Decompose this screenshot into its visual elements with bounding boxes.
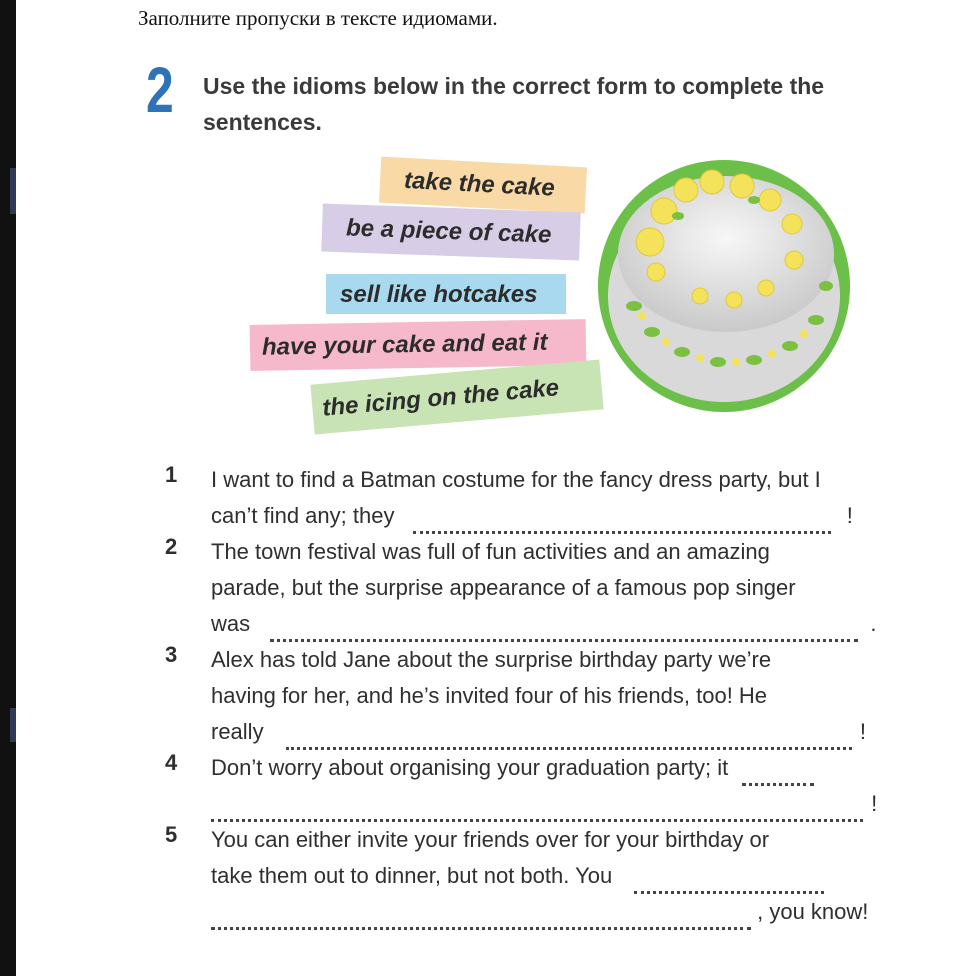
sentence-line: Alex has told Jane about the surprise birthday party we’re <box>211 647 772 672</box>
idiom-have-your-cake-and-eat-it: have your cake and eat it <box>250 319 587 371</box>
sentence-line: You can either invite your friends over for your birthday or <box>211 827 770 852</box>
cake-illustration <box>594 156 854 416</box>
exercise-instruction <box>203 68 903 140</box>
idiom-be-a-piece-of-cake: be a piece of cake <box>321 204 581 261</box>
sentence-line: having for her, and he’s invited four of his friends, too! He <box>211 683 768 708</box>
answer-blank-continued[interactable] <box>211 897 751 930</box>
sentence-line <box>211 606 877 642</box>
sentence-text: can’t find any; they <box>211 503 395 528</box>
sentence-number: 4 <box>165 750 178 775</box>
sentence-number: 5 <box>165 822 178 847</box>
instruction-line: sentences. <box>203 109 322 135</box>
sentence-line: The town festival was full of fun activities and an amazing <box>211 539 770 564</box>
sentence-end: ! <box>846 503 853 528</box>
sentence-end: . <box>870 611 877 636</box>
answer-blank[interactable] <box>413 501 831 534</box>
answer-blank[interactable] <box>634 861 824 894</box>
sentence-text: really <box>211 719 264 744</box>
idiom-sell-like-hotcakes: sell like hotcakes <box>326 274 566 314</box>
sentence-text: was <box>211 611 251 636</box>
sentence-line <box>211 858 824 894</box>
answer-blank-continued[interactable] <box>211 789 863 822</box>
left-page-edge <box>0 0 16 976</box>
sentence-line <box>211 786 877 822</box>
edge-mark <box>10 708 16 742</box>
answer-blank[interactable] <box>270 609 858 642</box>
instruction-line: Use the idioms below in the correct form to complete the <box>203 73 825 99</box>
sentence-end: ! <box>859 719 866 744</box>
answer-blank[interactable] <box>286 717 852 750</box>
sentence-line <box>211 750 814 786</box>
sentence-line <box>211 498 853 534</box>
sentence-line: I want to find a Batman costume for the fancy dress party, but I <box>211 467 821 492</box>
sentence-number: 1 <box>165 462 178 487</box>
answer-blank[interactable] <box>742 753 814 786</box>
sentence-number: 3 <box>165 642 178 667</box>
task-instruction-russian: Заполните пропуски в тексте идиомами. <box>138 6 498 30</box>
sentence-line <box>211 894 868 930</box>
idiom-take-the-cake: take the cake <box>379 157 587 214</box>
sentence-line: parade, but the surprise appearance of a famous pop singer <box>211 575 796 600</box>
idiom-the-icing-on-the-cake: the icing on the cake <box>310 359 603 434</box>
sentence-number: 2 <box>165 534 178 559</box>
idiom-illustration <box>250 150 870 450</box>
sentence-line <box>211 714 866 750</box>
sentence-text: Don’t worry about organising your graduation party; it <box>211 755 729 780</box>
sentence-end: ! <box>871 791 878 816</box>
exercise-number: 2 <box>146 54 174 126</box>
edge-mark <box>10 168 16 214</box>
sentence-end: , you know! <box>757 899 869 924</box>
sentence-text: take them out to dinner, but not both. You <box>211 863 613 888</box>
